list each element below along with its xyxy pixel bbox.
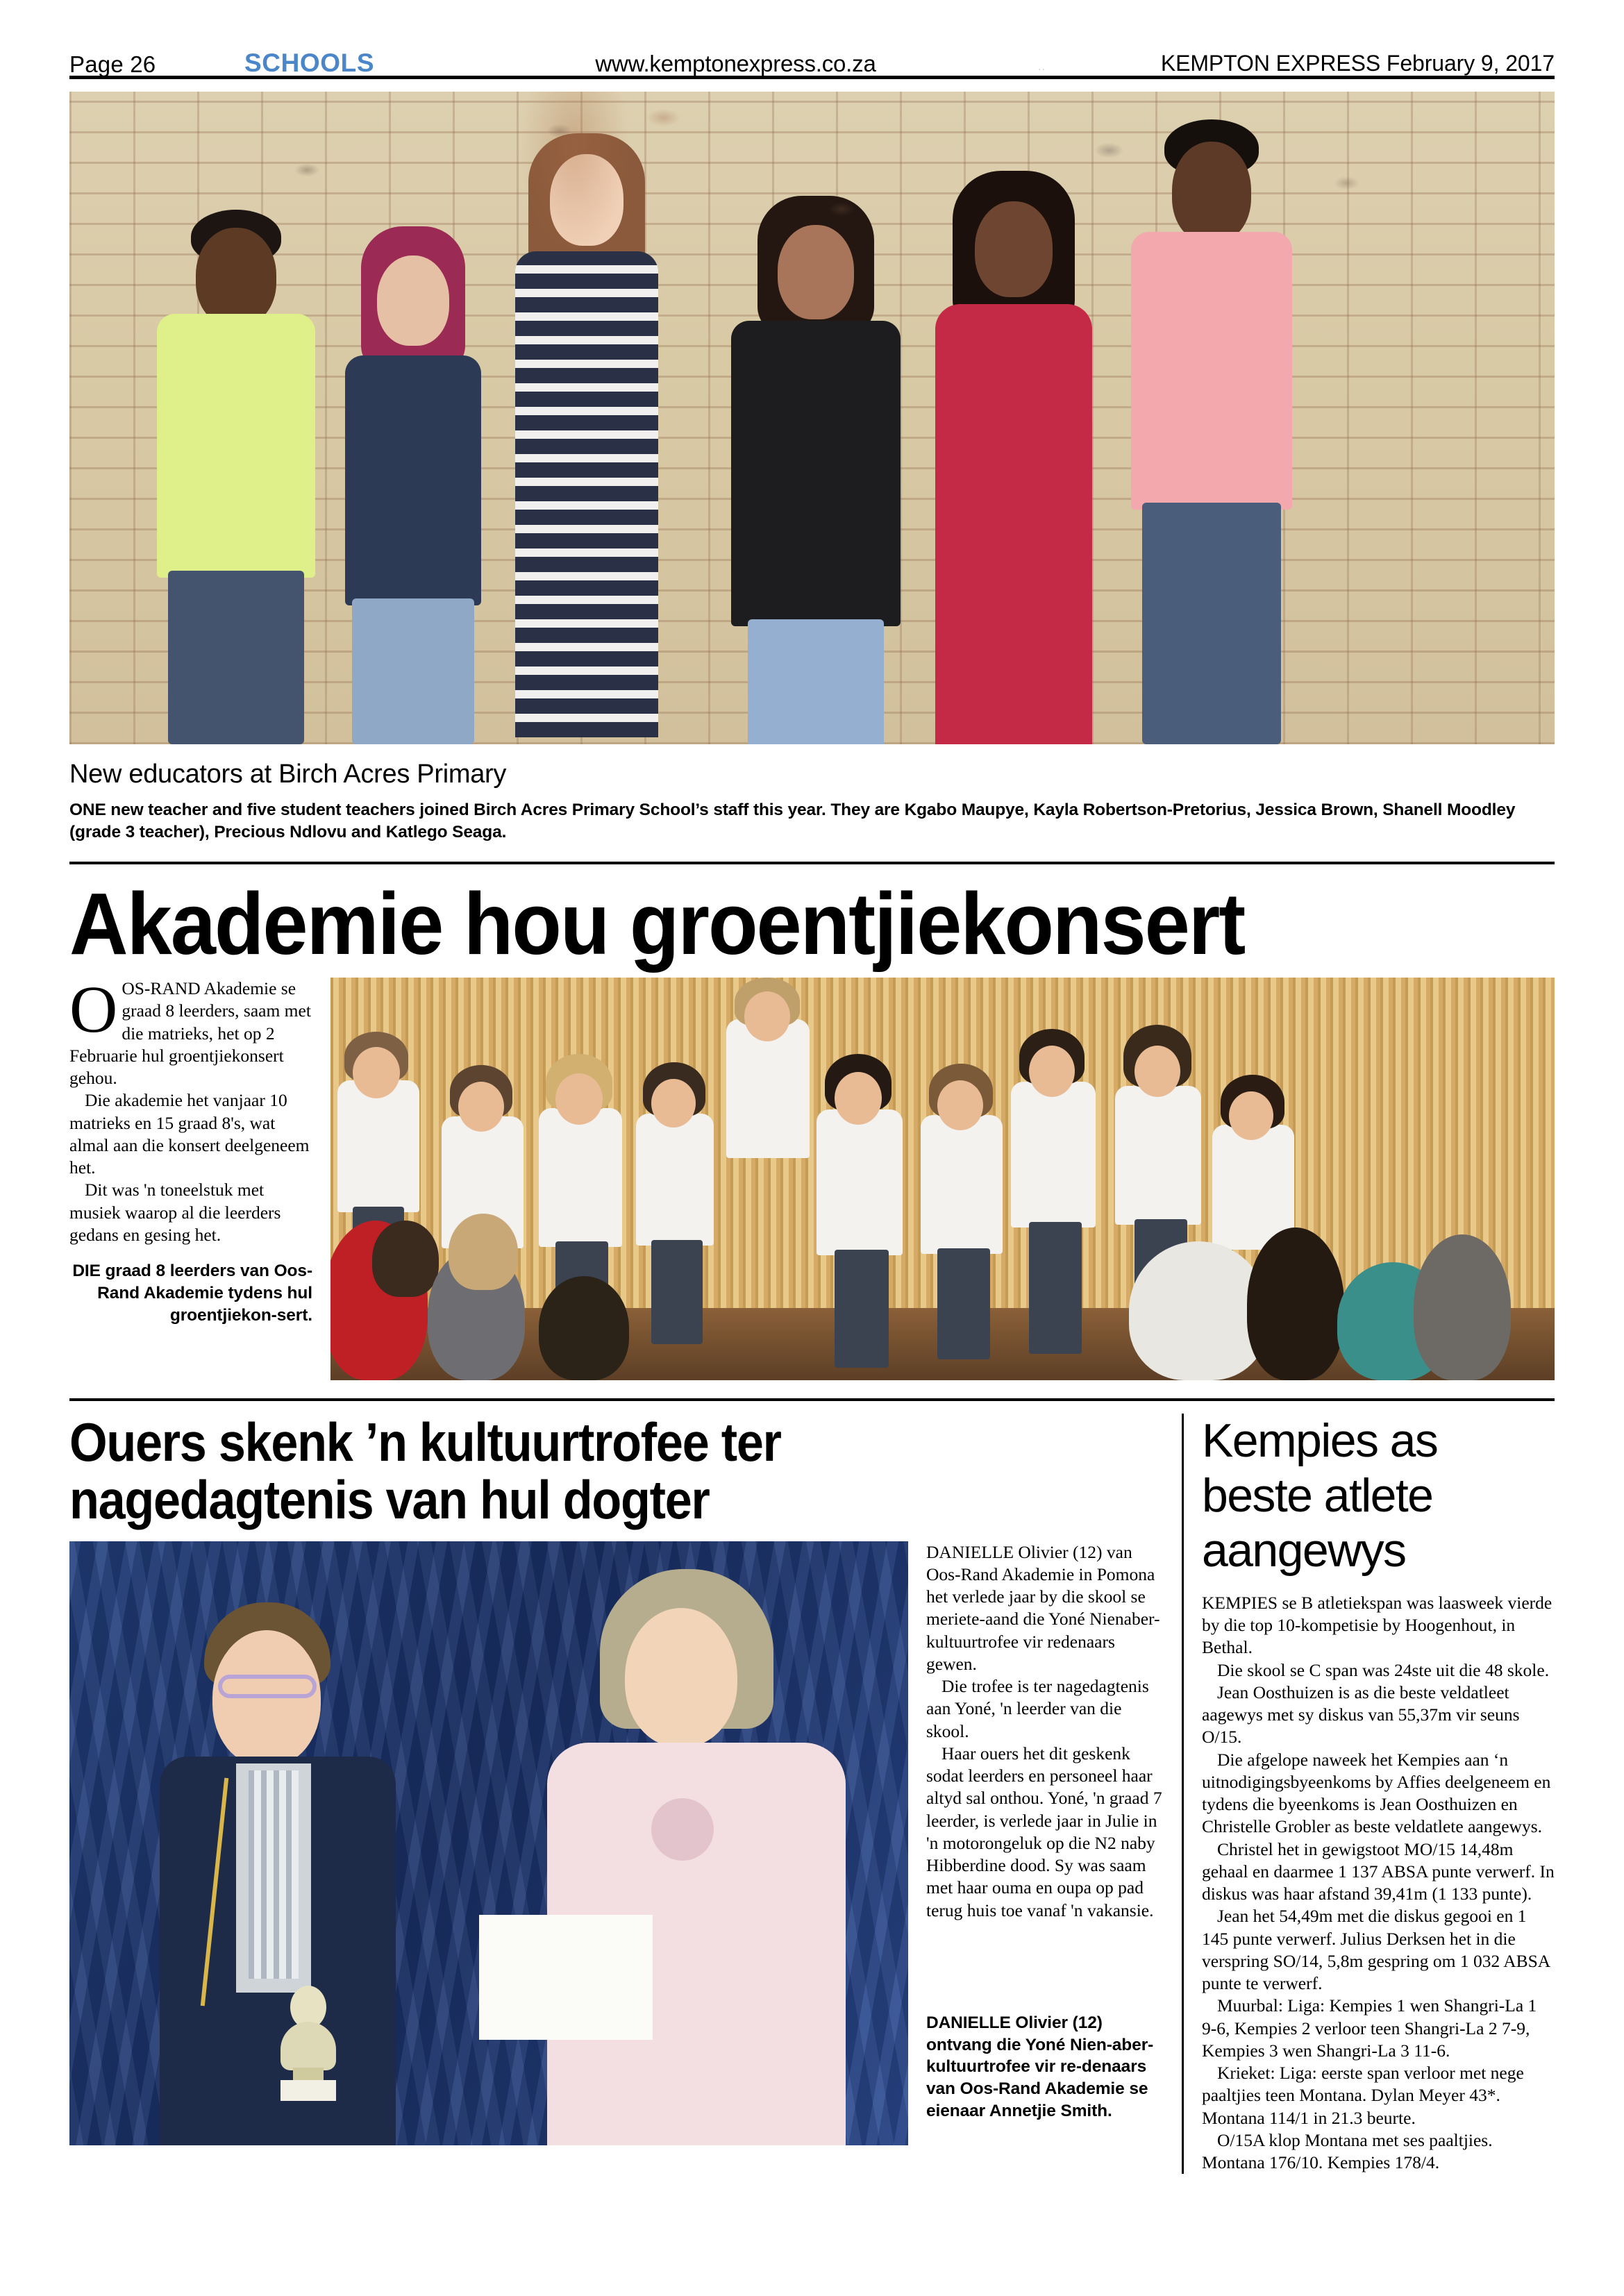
kempies-paragraph: Die skool se C span was 24ste uit die 48 skole. [1217,1659,1550,1680]
performer-legs [651,1240,703,1344]
award-presenter [533,1569,860,2145]
performer-head [835,1072,882,1125]
photo-person-5 [923,168,1104,744]
photo-caption-birch-acres: ONE new teacher and five student teachers joined Birch Acres Primary School’s staff this year. They are Kgabo Maupye, Kayla Robertson-Pretorius, Jessica Brown, Shanell Moodley (grade 3 teacher), Precious Ndlovu and Katlego Seaga. [69,801,1516,841]
trofee-paragraph: Die trofee is ter nagedagtenis aan Yoné, 'n leerder van die skool. [926,1676,1149,1741]
akademie-photo-column [330,978,1555,1380]
section-rule-2 [69,1398,1555,1401]
kempies-paragraph: Christel het in gewigstoot MO/15 14,48m gehaal en daarmee 1 137 ABSA punte verwerf. In diskus was haar afstand 39,41m (1 133 punte). [1202,1838,1555,1904]
akademie-paragraph [69,972,312,1089]
photo-birch-acres-educators [69,92,1555,744]
website-url[interactable]: www.kemptonexpress.co.za [595,51,876,76]
performer-head [744,991,790,1041]
performer [1115,1086,1201,1225]
akademie-paragraph-text: OS-RAND Akademie se graad 8 leerders, saam met die matrieks, het op 2 Februarie hul groentjiekonsert gehou. [69,978,311,1089]
headline-akademie: Akademie hou groentjiekonsert [69,874,1245,973]
performer-head [1029,1046,1075,1097]
kempies-paragraph: Jean Oosthuizen is as die beste veldatleet aagewys met sy diskus van 55,37m vir seuns O/15. [1202,1682,1520,1748]
headline-kempies-line2: beste atlete [1202,1469,1433,1523]
photo-caption-akademie: DIE graad 8 leerders van Oos-Rand Akademie tydens hul groentjiekon-sert. [72,1262,312,1325]
photo-person-1 [153,210,319,744]
section-rule-1 [69,862,1555,864]
kempies-paragraph: Die afgelope naweek het Kempies aan ‘n uitnodigingsbyeenkoms by Affies deelgeneem en tydens die byeenkoms is Jean Oosthuizen en Christelle Grobler as beste veldatlete aangewys. [1202,1749,1551,1837]
headline-trofee-line1: Ouers skenk ’n kultuurtrofee ter [69,1411,781,1473]
akademie-paragraph: Die akademie het vanjaar 10 matrieks en 15 graad 8's, wat almal aan die konsert deelgeneem het. [69,1090,310,1178]
award-recipient [146,1597,437,2145]
performer [539,1108,622,1247]
performer-head [1229,1091,1273,1140]
performer-head [1135,1046,1180,1097]
performer-head [458,1082,504,1132]
performer-legs [1029,1222,1082,1354]
kempies-body [1202,1592,1555,2175]
akademie-text-column [69,972,312,1380]
story-kempies [1182,1414,1555,2174]
section-title: SCHOOLS [244,49,375,77]
photo-person-2 [333,217,493,744]
story-trofee [69,1411,1165,2174]
photo-danielle-olivier [69,1541,908,2145]
audience-head [539,1276,629,1380]
trofee-photo-column [69,1541,908,2145]
headline-kempies-line3: aangewys [1202,1523,1406,1577]
kempies-paragraph: O/15A klop Montana met ses paaltjies. Montana 176/10. Kempies 178/4. [1202,2129,1493,2173]
kempies-paragraph: Krieket: Liga: eerste span verloor met nege paaltjies teen Montana. Dylan Meyer 43*. Montana 114/1 in 21.3 beurte. [1202,2063,1524,2128]
headline-kempies-line1: Kempies as [1202,1414,1438,1468]
audience-head [1414,1234,1511,1380]
performer-legs [937,1248,990,1359]
photo-person-4 [722,189,910,744]
envelope [479,1915,653,2040]
trophy [275,1986,342,2104]
performer [921,1115,1003,1254]
faint-artifact-mark: .. [1038,61,1046,73]
trofee-paragraph: Haar ouers het dit geskenk sodat leerders en personeel haar altyd sal onthou. Yoné, 'n graad 7 leerder, is verlede jaar in Julie in 'n motorongeluk op die N2 naby Hibberdine dood. Sy was saam met haar ouma en oupa op pad terug huis toe vanaf 'n vakansie. [926,1743,1162,1920]
akademie-paragraph: Dit was 'n toneelstuk met musiek waarop al die leerders gedans en gesing het. [69,1180,281,1245]
page-masthead [69,0,1555,77]
photo-person-3 [500,133,673,744]
page-number: Page 26 [69,51,156,77]
audience-head [372,1221,439,1297]
kempies-paragraph: Muurbal: Liga: Kempies 1 wen Shangri-La 1 9-6, Kempies 2 verloor teen Shangri-La 2 7-9, Kempies 3 wen Shangri-La 3 11-6. [1202,1995,1537,2061]
performer-head [555,1073,603,1125]
dropcap-letter: O [69,972,118,1047]
trofee-paragraph: DANIELLE Olivier (12) van Oos-Rand Akademie in Pomona het verlede jaar by die skool se meriete-aand die Yoné Nienaber-kultuurtrofee vir redenaars gewen. [926,1541,1160,1674]
audience-head [1247,1227,1344,1380]
headline-trofee-line2: nagedagtenis van hul dogter [69,1468,710,1530]
photo-kicker-birch-acres: New educators at Birch Acres Primary [69,760,507,789]
performer-legs [835,1250,889,1368]
publication-date: KEMPTON EXPRESS February 9, 2017 [1160,51,1555,76]
photo-groentjiekonsert [330,978,1555,1380]
performer-head [651,1079,696,1128]
performer [636,1114,714,1246]
trofee-text-column [926,1541,1165,2145]
performer-head [353,1047,400,1098]
audience-head [449,1214,518,1290]
performer [337,1080,419,1212]
bottom-section [69,1411,1555,2174]
photo-caption-danielle: DANIELLE Olivier (12) ontvang die Yoné Nien-aber-kultuurtrofee vir re-denaars van Oos-Rand Akademie se eienaar Annetjie Smith. [926,2013,1154,2121]
akademie-body-section [69,972,1555,1380]
kempies-paragraph: KEMPIES se B atletiekspan was laasweek vierde by die top 10-kompetisie by Hoogenhout, in Bethal. [1202,1592,1552,1658]
performer [817,1109,903,1255]
performer-head [937,1080,983,1130]
kempies-paragraph: Jean het 54,49m met die diskus gegooi en 1 145 punte verwerf. Julius Derksen het in die verspring SO/14, 5,8m gespring om 1 032 ABSA punte te verwerf. [1202,1906,1550,1994]
photo-person-6 [1125,119,1298,744]
performer [1011,1082,1096,1227]
